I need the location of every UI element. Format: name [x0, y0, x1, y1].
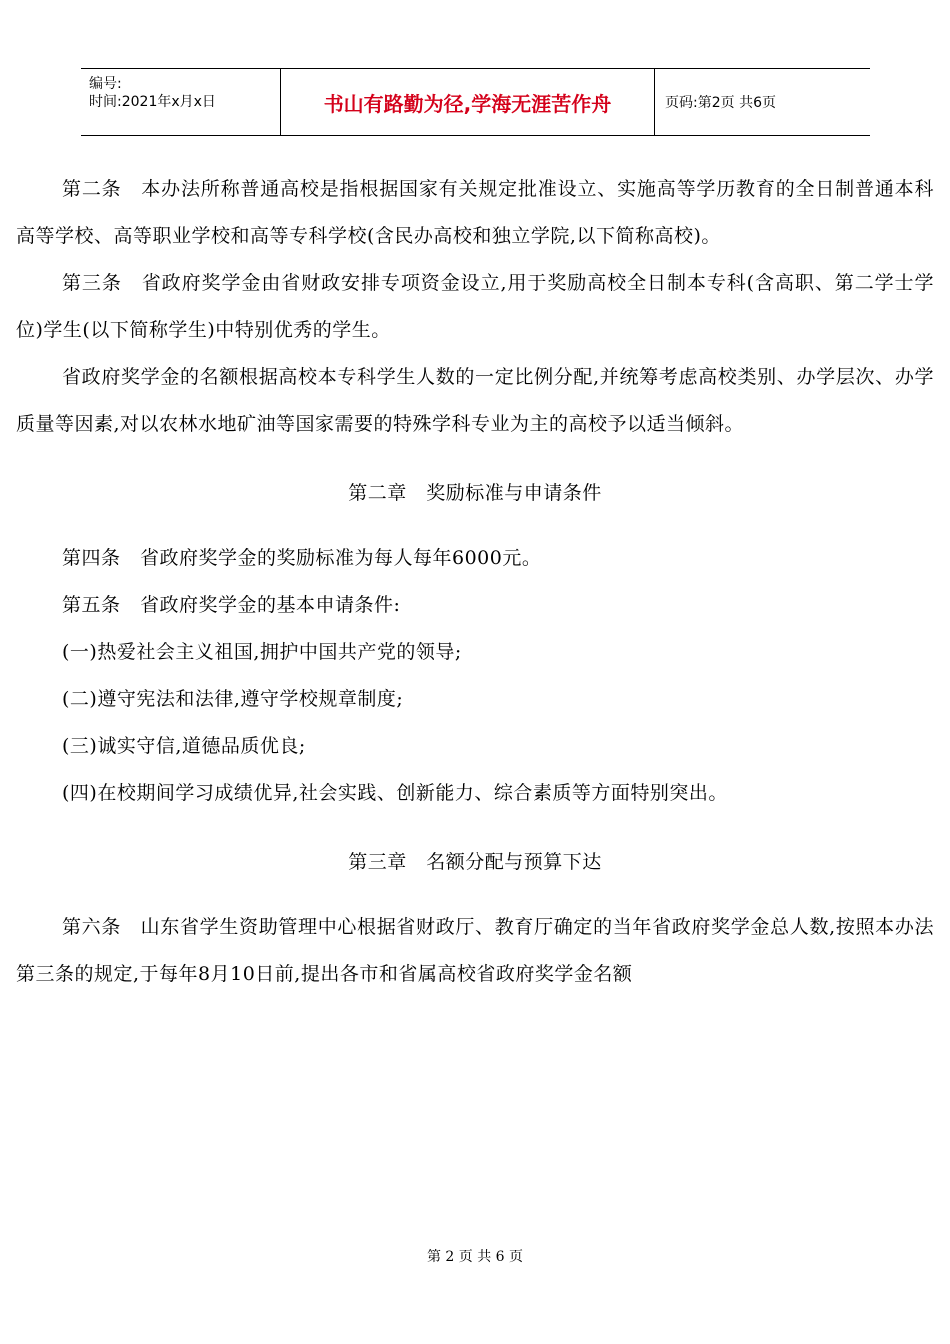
time-label: 时间:2021年x月x日 [89, 94, 216, 110]
chapter-2-heading: 第二章 奖励标准与申请条件 [348, 482, 602, 504]
article-6: 第六条 山东省学生资助管理中心根据省财政厅、教育厅确定的当年省政府奖学金总人数,按照本办法第三条的规定,于每年8月10日前,提出各市和省属高校省政府奖学金名额 [16, 916, 934, 985]
condition-item-4: (四)在校期间学习成绩优异,社会实践、创新能力、综合素质等方面特别突出。 [62, 782, 728, 804]
condition-item-1: (一)热爱社会主义祖国,拥护中国共产党的领导; [62, 641, 462, 663]
article-2: 第二条 本办法所称普通高校是指根据国家有关规定批准设立、实施高等学历教育的全日制普通本科高等学校、高等职业学校和高等专科学校(含民办高校和独立学院,以下简称高校)。 [16, 178, 934, 247]
article-3: 第三条 省政府奖学金由省财政安排专项资金设立,用于奖励高校全日制本专科(含高职、第二学士学位)学生(以下简称学生)中特别优秀的学生。 [16, 272, 934, 341]
document-body [16, 166, 934, 998]
number-label: 编号: [89, 76, 122, 92]
header-page-label: 页码:第2页 共6页 [665, 95, 776, 111]
header-meta-cell [81, 69, 281, 135]
condition-item-2: (二)遵守宪法和法律,遵守学校规章制度; [62, 688, 404, 710]
header-motto: 书山有路勤为径,学海无涯苦作舟 [281, 69, 655, 135]
article-4: 第四条 省政府奖学金的奖励标准为每人每年6000元。 [62, 547, 542, 569]
chapter-3-heading: 第三章 名额分配与预算下达 [348, 851, 602, 873]
condition-item-3: (三)诚实守信,道德品质优良; [62, 735, 306, 757]
header-table [81, 68, 870, 136]
article-5: 第五条 省政府奖学金的基本申请条件: [62, 594, 401, 616]
article-3-continued: 省政府奖学金的名额根据高校本专科学生人数的一定比例分配,并统筹考虑高校类别、办学层次、办学质量等因素,对以农林水地矿油等国家需要的特殊学科专业为主的高校予以适当倾斜。 [16, 366, 934, 435]
page-footer: 第 2 页 共 6 页 [426, 1249, 524, 1265]
